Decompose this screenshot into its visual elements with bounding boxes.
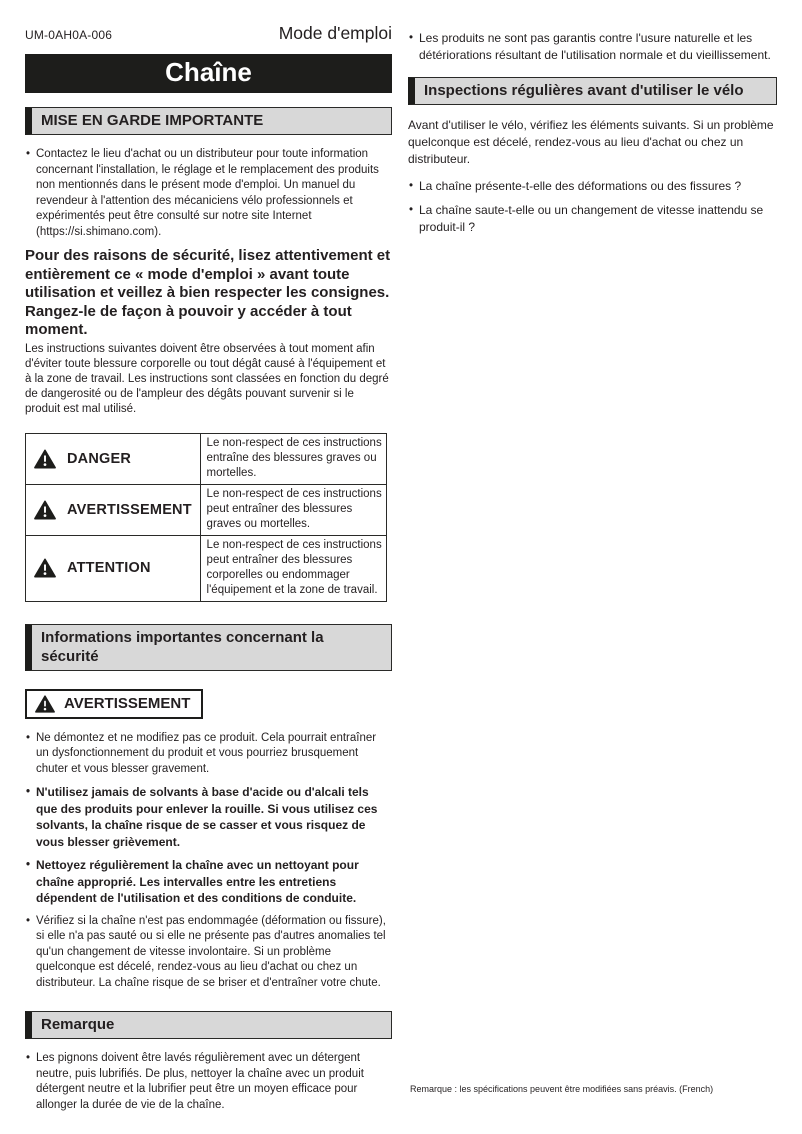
hazard-label-cell — [26, 433, 201, 484]
section-heading-remarque: Remarque — [25, 1011, 392, 1039]
warning-triangle-icon — [35, 695, 55, 713]
bullet-item: • La chaîne présente-t-elle des déformations ou des fissures ? — [408, 178, 777, 195]
warning-list — [25, 731, 392, 992]
bullet-item: • Les pignons doivent être lavés régulièrement avec un détergent neutre, puis lubrifiés. De plus, nettoyer la chaîne avec un produit détergent neutre et la lubrifier peut être un moyen efficace pour allonger la durée de vie de la chaîne. — [25, 1051, 392, 1113]
bullet-item-bold: • N'utilisez jamais de solvants à base d'acide ou d'alcali tels que des produits pour enlever la rouille. Si vous utilisez ces solvants, la chaîne risque de se casser et vous risquez de vous blesser grièvement. — [25, 784, 392, 850]
avertissement-badge-label: AVERTISSEMENT — [64, 695, 191, 712]
hazard-label: AVERTISSEMENT — [67, 501, 192, 518]
bullet-item: • Ne démontez et ne modifiez pas ce produit. Cela pourrait entraîner un dysfonctionnement du produit et vous pourriez brusquement chuter et vous blesser gravement. — [25, 731, 392, 778]
bullet-item: • Vérifiez si la chaîne n'est pas endommagée (déformation ou fissure), si elle n'a pas sauté ou si elle ne présente pas d'autres anomalies tel qu'un changement de vitesse involontaire. Si un problème quelconque est décelé, rendez-vous au lieu d'achat ou chez un distributeur. La chaîne risque de se briser et d'entraîner votre chute. — [25, 914, 392, 992]
hazard-description: Le non-respect de ces instructions peut entraîner des blessures corporelles ou endommager l'équipement et la zone de travail. — [200, 535, 386, 601]
document-number: UM-0AH0A-006 — [25, 28, 113, 42]
avertissement-badge — [25, 689, 203, 719]
safety-lead-paragraph: Pour des raisons de sécurité, lisez attentivement et entièrement ce « mode d'emploi » avant toute utilisation et veillez à bien respecter les consignes. Rangez-le de façon à pouvoir y accéder à tout moment. — [25, 247, 391, 338]
hazard-description: Le non-respect de ces instructions entraîne des blessures graves ou mortelles. — [200, 433, 386, 484]
page-title: Chaîne — [25, 54, 392, 93]
remarque-list — [25, 1051, 392, 1113]
document-header — [25, 20, 392, 44]
section-heading-inspections: Inspections régulières avant d'utiliser le vélo — [408, 77, 777, 105]
hazard-label: ATTENTION — [67, 560, 151, 576]
bullet-item: • Les produits ne sont pas garantis contre l'usure naturelle et les détériorations résultant de l'utilisation normale et du vieillissement. — [408, 30, 777, 64]
hazard-description: Le non-respect de ces instructions peut entraîner des blessures graves ou mortelles. — [200, 484, 386, 535]
table-row-danger — [26, 433, 387, 484]
bullet-item: • Contactez le lieu d'achat ou un distributeur pour toute information concernant l'installation, le réglage et le remplacement des produits non mentionnés dans le présent mode d'emploi. Un manuel du revendeur à l'attention des mécaniciens vélo professionnels et expérimentés peut être consulté sur notre site Internet (https://si.shimano.com). — [25, 147, 392, 240]
warning-triangle-icon — [34, 449, 56, 469]
section-heading-informations-importantes: Informations importantes concernant la sécurité — [25, 624, 392, 671]
precaution-list — [25, 147, 392, 240]
section-heading-mise-en-garde: MISE EN GARDE IMPORTANTE — [25, 107, 392, 135]
bullet-item-bold: • Nettoyez régulièrement la chaîne avec un nettoyant pour chaîne approprié. Les intervalles entre les entretiens dépendent de l'utilisation et des conditions de conduite. — [25, 857, 392, 907]
hazard-label-cell — [26, 535, 201, 601]
hazard-label-cell — [26, 484, 201, 535]
warranty-list — [408, 30, 777, 64]
hazard-table — [25, 433, 387, 602]
right-column — [408, 20, 777, 1134]
inspection-checklist — [408, 178, 777, 236]
table-row-attention — [26, 535, 387, 601]
instructions-classification-paragraph: Les instructions suivantes doivent être observées à tout moment afin d'éviter toute blessure corporelle ou tout dégât causé à l'équipement et à la zone de travail. Les instructions sont classées en fonction du degré de dangerosité ou de l'ampleur des dégâts pouvant survenir si le produit est mal utilisé. — [25, 342, 389, 415]
document-type: Mode d'emploi — [278, 23, 392, 43]
left-column — [25, 20, 392, 1134]
warning-triangle-icon — [34, 500, 56, 520]
footer-note: Remarque : les spécifications peuvent être modifiées sans préavis. (French) — [410, 1084, 714, 1094]
warning-triangle-icon — [34, 558, 56, 578]
bullet-item: • La chaîne saute-t-elle ou un changement de vitesse inattendu se produit-il ? — [408, 202, 777, 236]
hazard-label: DANGER — [67, 450, 132, 467]
inspection-intro-paragraph: Avant d'utiliser le vélo, vérifiez les éléments suivants. Si un problème quelconque est décelé, rendez-vous au lieu d'achat ou chez un distributeur. — [408, 118, 774, 166]
table-row-avertissement — [26, 484, 387, 535]
